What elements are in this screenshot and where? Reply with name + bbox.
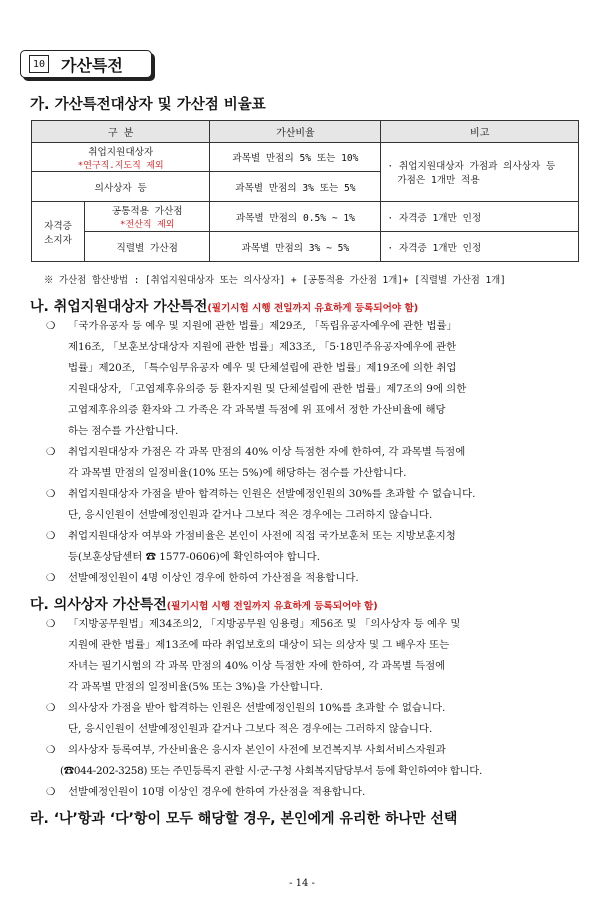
line: 「지방공무원법」제34조의2, 「지방공무원 임용령」제56조 및 「의사상자 등 예우 및 <box>68 618 461 630</box>
row-veterans-label: 취업지원대상자 <box>88 146 154 158</box>
part-b-para-5 <box>46 568 582 589</box>
part-b-para-3 <box>46 484 582 526</box>
group-certificate-label <box>32 202 85 262</box>
row-injured-rate: 과목별 만점의 3% 또는 5% <box>210 172 381 202</box>
section-title: 가산특전 <box>61 55 123 75</box>
part-b-heading <box>30 296 418 316</box>
row-series-bonus-rate: 과목별 만점의 3% ~ 5% <box>210 232 381 262</box>
row-injured-label: 의사상자 등 <box>32 172 210 202</box>
bonus-rate-table <box>31 120 579 262</box>
bullet-icon: ❍ <box>46 488 56 500</box>
line: 지원에 관한 법률」제13조에 따라 취업보호의 대상이 되는 의상자 및 그 배우자 또는 <box>68 639 450 651</box>
header-remark: 비고 <box>381 121 579 143</box>
line: 취업지원대상자 여부와 가점비율은 본인이 사전에 직접 국가보훈처 또는 지방보훈지청 <box>68 530 456 542</box>
line: 각 과목별 만점의 일정비율(5% 또는 3%)을 가산합니다. <box>68 681 323 693</box>
table-note: ※ 가산점 합산방법 : [취업지원대상자 또는 의사상자] + [공통적용 가산점 1개]+ [직렬별 가산점 1개] <box>44 275 506 286</box>
line: 고엽제후유의증 환자와 그 가족은 각 과목별 득점에 위 표에서 정한 가산비율에 해당 <box>68 404 446 416</box>
part-b-heading-note: (필기시험 시행 전일까지 유효하게 등록되어야 함) <box>207 303 419 314</box>
line: 「국가유공자 등 예우 및 지원에 관한 법률」제29조, 「독립유공자예우에 관한 법률」 <box>68 320 457 332</box>
part-c-heading <box>30 594 378 614</box>
group-label-line-1: 자격증 <box>44 220 72 232</box>
bullet-icon: ❍ <box>46 786 56 798</box>
line: 선발예정인원이 10명 이상인 경우에 한하여 가산점을 적용합니다. <box>68 786 366 798</box>
header-category: 구 분 <box>32 121 210 143</box>
row-common-bonus-rate: 과목별 만점의 0.5% ~ 1% <box>210 202 381 232</box>
row-veterans-rate: 과목별 만점의 5% 또는 10% <box>210 143 381 172</box>
row-series-bonus-remark: · 자격증 1개만 인정 <box>381 232 579 262</box>
line: 제16조, 「보훈보상대상자 지원에 관한 법률」제33조, 「5·18민주유공자예우에 관한 <box>68 341 457 353</box>
part-b-para-1 <box>46 316 582 442</box>
line: 의사상자 가점을 받아 합격하는 인원은 선발예정인원의 10%를 초과할 수 없습니다. <box>68 702 446 714</box>
line: 지원대상자, 「고엽제후유의증 등 환자지원 및 단체설립에 관한 법률」제7조의 9에 의한 <box>68 383 467 395</box>
part-b-heading-text: 나. 취업지원대상자 가산특전 <box>30 299 208 315</box>
part-c-para-4 <box>46 782 582 803</box>
section-title-box <box>20 50 152 78</box>
section-number: 10 <box>29 55 49 73</box>
line: 선발예정인원이 4명 이상인 경우에 한하여 가산점을 적용합니다. <box>68 572 359 584</box>
bullet-icon: ❍ <box>46 744 56 756</box>
row-veterans-note: *연구직.지도직 제외 <box>77 160 164 171</box>
rows-veterans-remark <box>381 143 579 202</box>
group-label-line-2: 소지자 <box>44 234 72 246</box>
part-c-heading-text: 다. 의사상자 가산특전 <box>30 597 167 613</box>
remark-line-1: · 취업지원대상자 가점과 의사상자 등 <box>387 161 556 172</box>
line: 의사상자 등록여부, 가산비율은 응시자 본인이 사전에 보건복지부 사회서비스자원과 <box>68 744 446 756</box>
row-common-bonus-note: *전산직 제외 <box>120 220 175 230</box>
line: 단, 응시인원이 선발예정인원과 같거나 그보다 적은 경우에는 그러하지 않습니다. <box>68 723 433 735</box>
part-b-para-2 <box>46 442 582 484</box>
bullet-icon: ❍ <box>46 572 56 584</box>
part-c-para-2 <box>46 698 582 740</box>
bullet-icon: ❍ <box>46 618 56 630</box>
bullet-icon: ❍ <box>46 530 56 542</box>
line: 단, 응시인원이 선발예정인원과 같거나 그보다 적은 경우에는 그러하지 않습니다. <box>68 509 433 521</box>
part-b-para-4 <box>46 526 582 568</box>
bullet-icon: ❍ <box>46 446 56 458</box>
line: 법률」제20조, 「특수임무유공자 예우 및 단체설립에 관한 법률」제19조에 의한 취업 <box>68 362 457 374</box>
line: (☎044-202-3258) 또는 주민등록지 관할 시·군·구청 사회복지담당부서 등에 확인하여야 합니다. <box>60 765 483 777</box>
line: 취업지원대상자 가점은 각 과목 만점의 40% 이상 득점한 자에 한하여, 각 과목별 득점에 <box>68 446 466 458</box>
row-veterans <box>32 143 210 172</box>
row-common-bonus <box>85 202 210 232</box>
row-common-bonus-label: 공통적용 가산점 <box>111 206 183 217</box>
remark-line-2: 가점은 1개만 적용 <box>397 175 480 186</box>
page-number: - 14 - <box>289 878 315 889</box>
part-c-para-1 <box>46 614 582 698</box>
bullet-icon: ❍ <box>46 702 56 714</box>
line: 자녀는 필기시험의 각 과목 만점의 40% 이상 득점한 자에 한하여, 각 과목별 득점에 <box>68 660 446 672</box>
row-common-bonus-remark: · 자격증 1개만 인정 <box>381 202 579 232</box>
row-series-bonus-label: 직렬별 가산점 <box>85 232 210 262</box>
part-d-heading: 라. ‘나’항과 ‘다’항이 모두 해당할 경우, 본인에게 유리한 하나만 선택 <box>30 811 458 827</box>
header-rate: 가산비율 <box>210 121 381 143</box>
line: 등(보훈상담센터 ☎ 1577-0606)에 확인하여야 합니다. <box>68 551 321 563</box>
line: 취업지원대상자 가점을 받아 합격하는 인원은 선발예정인원의 30%를 초과할 수 없습니다. <box>68 488 476 500</box>
part-c-heading-note: (필기시험 시행 전일까지 유효하게 등록되어야 함) <box>166 601 378 612</box>
part-c-para-3 <box>46 740 582 782</box>
line: 하는 점수를 가산합니다. <box>68 425 179 437</box>
part-a-heading: 가. 가산특전대상자 및 가산점 비율표 <box>30 97 266 113</box>
line: 각 과목별 만점의 일정비율(10% 또는 5%)에 해당하는 점수를 가산합니다. <box>68 467 407 479</box>
bullet-icon: ❍ <box>46 320 56 332</box>
